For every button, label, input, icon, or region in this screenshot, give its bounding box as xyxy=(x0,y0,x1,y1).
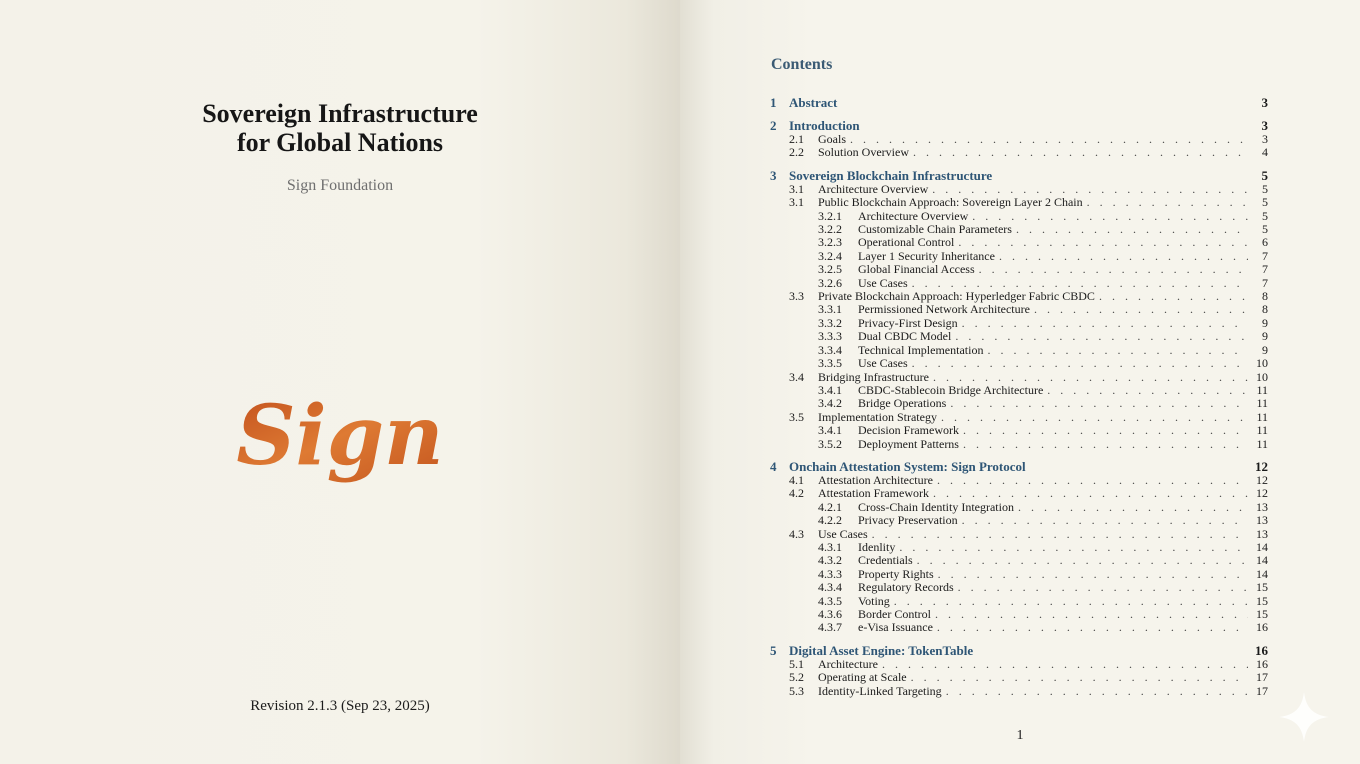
toc-entry-number: 4.3 xyxy=(789,526,804,541)
toc-entry-label: Implementation Strategy xyxy=(818,409,937,424)
page-number: 1 xyxy=(1016,728,1024,743)
toc-dot-leader xyxy=(950,397,1248,410)
toc-entry-label: Permissioned Network Architecture xyxy=(858,302,1030,317)
toc-entry[interactable] xyxy=(770,236,1268,249)
toc-entry-label: Public Blockchain Approach: Sovereign Layer 2 Chain xyxy=(818,195,1083,210)
toc-entry[interactable] xyxy=(770,514,1268,527)
toc-dot-leader xyxy=(912,277,1248,290)
toc-entry[interactable] xyxy=(770,581,1268,594)
toc-entry[interactable] xyxy=(770,541,1268,554)
toc-entry-page: 16 xyxy=(1255,642,1268,658)
toc-dot-leader xyxy=(963,424,1248,437)
toc-entry-label: Onchain Attestation System: Sign Protocol xyxy=(789,458,1026,474)
toc-entry-number: 3.2.6 xyxy=(818,275,842,290)
toc-entry-label: Layer 1 Security Inheritance xyxy=(858,248,995,263)
toc-entry-page: 10 xyxy=(1256,369,1268,384)
toc-dot-leader xyxy=(937,474,1248,487)
toc-entry[interactable] xyxy=(770,210,1268,223)
toc-dot-leader xyxy=(899,541,1248,554)
toc-entry-number: 3.2.2 xyxy=(818,222,842,237)
toc-entry-number: 3.4.2 xyxy=(818,396,842,411)
toc-entry-page: 13 xyxy=(1256,499,1268,514)
revision-label: Revision 2.1.3 (Sep 23, 2025) xyxy=(250,698,430,714)
toc-dot-leader xyxy=(932,183,1248,196)
toc-dot-leader xyxy=(935,608,1248,621)
toc-entry[interactable] xyxy=(770,183,1268,196)
contents-heading: Contents xyxy=(771,56,833,73)
toc-entry-number: 3.4.1 xyxy=(818,382,842,397)
toc-entry-number: 3.3 xyxy=(789,289,804,304)
toc-entry-page: 3 xyxy=(1262,132,1268,146)
toc-entry-number: 3.3.1 xyxy=(818,302,842,317)
toc-entry-page: 5 xyxy=(1262,208,1268,223)
toc-entry-page: 17 xyxy=(1256,670,1268,685)
toc-entry-label: Voting xyxy=(858,593,890,608)
toc-entry[interactable] xyxy=(770,608,1268,621)
toc-entry-number: 4.2.1 xyxy=(818,499,842,514)
toc-dot-leader xyxy=(872,528,1248,541)
toc-entry-label: Use Cases xyxy=(858,356,908,371)
toc-dot-leader xyxy=(963,438,1248,451)
toc-entry-label: Use Cases xyxy=(858,275,908,290)
toc-entry-page: 5 xyxy=(1262,181,1268,196)
toc-entry-page: 6 xyxy=(1262,235,1268,250)
toc-dot-leader xyxy=(941,411,1248,424)
toc-entry[interactable] xyxy=(770,169,1268,183)
toc-entry-number: 3.2.3 xyxy=(818,235,842,250)
toc-entry-label: Attestation Architecture xyxy=(818,472,933,487)
toc-entry-number: 4.3.3 xyxy=(818,566,842,581)
toc-entry-number: 3.4 xyxy=(789,369,804,384)
toc-entry[interactable] xyxy=(770,658,1268,671)
toc-entry-page: 9 xyxy=(1262,315,1268,330)
toc-entry-page: 15 xyxy=(1256,580,1268,595)
toc-entry[interactable] xyxy=(770,568,1268,581)
toc-entry-label: Regulatory Records xyxy=(858,580,954,595)
toc-entry-page: 5 xyxy=(1261,167,1268,183)
toc-dot-leader xyxy=(962,514,1248,527)
toc-entry-label: Architecture Overview xyxy=(858,208,969,223)
toc-entry-label: Operating at Scale xyxy=(818,670,907,685)
toc-entry-label: Decision Framework xyxy=(858,423,959,438)
toc-dot-leader xyxy=(911,671,1248,684)
toc-entry-number: 5 xyxy=(770,642,777,658)
toc-entry-number: 3.1 xyxy=(789,181,804,196)
toc-entry[interactable] xyxy=(770,528,1268,541)
toc-entry[interactable] xyxy=(770,133,1268,146)
toc-entry-label: Credentials xyxy=(858,553,913,568)
toc-entry-label: Dual CBDC Model xyxy=(858,329,952,344)
toc-entry-page: 14 xyxy=(1256,566,1268,581)
toc-entry-page: 11 xyxy=(1256,409,1268,424)
toc-entry[interactable] xyxy=(770,460,1268,474)
toc-entry[interactable] xyxy=(770,344,1268,357)
toc-entry-number: 4.2.2 xyxy=(818,513,842,528)
toc-entry-page: 7 xyxy=(1262,275,1268,290)
toc-entry-label: Global Financial Access xyxy=(858,262,975,277)
toc-entry-number: 4.3.4 xyxy=(818,580,842,595)
toc-entry-label: Technical Implementation xyxy=(858,342,984,357)
toc-entry[interactable] xyxy=(770,621,1268,634)
toc-entry-number: 3.3.4 xyxy=(818,342,842,357)
toc-entry[interactable] xyxy=(770,250,1268,263)
toc-dot-leader xyxy=(962,317,1248,330)
toc-dot-leader xyxy=(1016,223,1248,236)
toc-entry-label: Private Blockchain Approach: Hyperledger Fabric CBDC xyxy=(818,289,1095,304)
toc-dot-leader xyxy=(938,568,1248,581)
toc-entry-number: 3 xyxy=(770,167,777,183)
toc-entry-page: 17 xyxy=(1256,683,1268,698)
toc-entry-page: 11 xyxy=(1256,436,1268,451)
toc-entry-page: 10 xyxy=(1256,356,1268,371)
toc-entry-page: 9 xyxy=(1262,342,1268,357)
toc-entry-label: Digital Asset Engine: TokenTable xyxy=(789,642,974,658)
toc-entry[interactable] xyxy=(770,96,1268,110)
toc-entry-label: e-Visa Issuance xyxy=(858,620,933,635)
toc-entry-number: 3.2.5 xyxy=(818,262,842,277)
toc-entry[interactable] xyxy=(770,223,1268,236)
toc-entry-number: 3.2.4 xyxy=(818,248,842,263)
toc-entry-number: 4 xyxy=(770,458,777,474)
toc-entry-number: 5.3 xyxy=(789,683,804,698)
toc-dot-leader xyxy=(955,330,1248,343)
toc-entry-label: Deployment Patterns xyxy=(858,436,959,451)
toc-entry-label: Architecture xyxy=(818,656,878,671)
sparkle-icon xyxy=(1277,690,1331,744)
toc-entry-page: 3 xyxy=(1261,118,1268,133)
toc-entry-label: Idenlity xyxy=(858,539,896,554)
toc-entry[interactable] xyxy=(770,277,1268,290)
toc-entry-page: 12 xyxy=(1255,458,1268,474)
toc-entry[interactable] xyxy=(770,671,1268,684)
toc-entry[interactable] xyxy=(770,424,1268,437)
toc-entry-label: CBDC-Stablecoin Bridge Architecture xyxy=(858,382,1044,397)
logo-wordmark: Sign xyxy=(236,388,444,484)
toc-entry[interactable] xyxy=(770,119,1268,133)
toc-dot-leader xyxy=(850,133,1248,146)
toc-entry-page: 16 xyxy=(1256,620,1268,635)
toc-dot-leader xyxy=(1047,384,1248,397)
toc-dot-leader xyxy=(1018,501,1248,514)
toc-entry-label: Operational Control xyxy=(858,235,955,250)
toc-entry-page: 7 xyxy=(1262,262,1268,277)
toc-entry-label: Architecture Overview xyxy=(818,181,929,196)
toc-entry-label: Customizable Chain Parameters xyxy=(858,222,1012,237)
toc-dot-leader xyxy=(937,621,1248,634)
toc-entry-page: 7 xyxy=(1262,248,1268,263)
toc-entry[interactable] xyxy=(770,474,1268,487)
toc-entry-number: 4.3.6 xyxy=(818,607,842,621)
title-line-2: for Global Nations xyxy=(236,128,444,157)
toc-entry[interactable] xyxy=(770,411,1268,424)
toc-entry-number: 4.3.5 xyxy=(818,593,842,608)
toc-entry-number: 3.3.3 xyxy=(818,329,842,344)
toc-entry-page: 11 xyxy=(1256,382,1268,397)
toc-dot-leader xyxy=(1034,303,1248,316)
title-line-1: Sovereign Infrastructure xyxy=(202,99,478,128)
toc-entry[interactable] xyxy=(770,330,1268,343)
toc-entry-page: 4 xyxy=(1262,145,1268,160)
document-title xyxy=(0,99,680,157)
toc-entry[interactable] xyxy=(770,263,1268,276)
toc-entry-page: 12 xyxy=(1256,486,1268,501)
toc-dot-leader xyxy=(999,250,1248,263)
toc-entry-label: Introduction xyxy=(789,118,860,133)
toc-dot-leader xyxy=(933,371,1248,384)
toc-entry-label: Goals xyxy=(818,132,846,146)
toc-entry-page: 11 xyxy=(1256,396,1268,411)
toc-entry-page: 16 xyxy=(1256,656,1268,671)
toc-entry-number: 4.1 xyxy=(789,472,804,487)
toc-entry-page: 12 xyxy=(1256,472,1268,487)
toc-entry[interactable] xyxy=(770,303,1268,316)
toc-entry[interactable] xyxy=(770,371,1268,384)
toc-entry-page: 15 xyxy=(1256,607,1268,621)
toc-entry-number: 3.4.1 xyxy=(818,423,842,438)
toc-entry[interactable] xyxy=(770,595,1268,608)
toc-entry-page: 5 xyxy=(1262,222,1268,237)
toc-dot-leader xyxy=(1099,290,1248,303)
toc-entry-page: 13 xyxy=(1256,526,1268,541)
toc-entry-number: 4.3.2 xyxy=(818,553,842,568)
toc-dot-leader xyxy=(917,554,1248,567)
table-of-contents xyxy=(770,96,1268,698)
toc-entry[interactable] xyxy=(770,685,1268,698)
toc-entry-page: 8 xyxy=(1262,289,1268,304)
toc-dot-leader xyxy=(958,236,1248,249)
toc-dot-leader xyxy=(972,210,1248,223)
toc-entry[interactable] xyxy=(770,438,1268,451)
toc-entry-label: Bridge Operations xyxy=(858,396,947,411)
toc-entry-label: Privacy-First Design xyxy=(858,315,958,330)
toc-entry-page: 13 xyxy=(1256,513,1268,528)
toc-entry-label: Abstract xyxy=(789,95,838,110)
toc-entry-page: 14 xyxy=(1256,553,1268,568)
toc-entry-number: 5.1 xyxy=(789,656,804,671)
toc-entry-page: 15 xyxy=(1256,593,1268,608)
toc-entry-number: 4.3.7 xyxy=(818,620,842,635)
toc-entry-number: 3.1 xyxy=(789,195,804,210)
toc-dot-leader xyxy=(912,357,1248,370)
toc-entry-label: Privacy Preservation xyxy=(858,513,958,528)
toc-entry-label: Border Control xyxy=(858,607,931,621)
toc-entry-number: 3.5.2 xyxy=(818,436,842,451)
toc-entry[interactable] xyxy=(770,317,1268,330)
toc-entry[interactable] xyxy=(770,554,1268,567)
toc-entry-number: 3.3.2 xyxy=(818,315,842,330)
toc-entry-number: 2 xyxy=(770,118,777,133)
author: Sign Foundation xyxy=(286,177,394,194)
toc-entry[interactable] xyxy=(770,501,1268,514)
toc-entry-label: Use Cases xyxy=(818,526,868,541)
toc-dot-leader xyxy=(894,595,1248,608)
toc-entry[interactable] xyxy=(770,384,1268,397)
toc-entry-label: Cross-Chain Identity Integration xyxy=(858,499,1014,514)
toc-dot-leader xyxy=(946,685,1248,698)
toc-dot-leader xyxy=(958,581,1248,594)
toc-entry-number: 2.2 xyxy=(789,145,804,160)
toc-dot-leader xyxy=(987,344,1248,357)
toc-entry-number: 2.1 xyxy=(789,132,804,146)
toc-entry-page: 8 xyxy=(1262,302,1268,317)
toc-entry-number: 3.2.1 xyxy=(818,208,842,223)
toc-entry-number: 5.2 xyxy=(789,670,804,685)
toc-entry[interactable] xyxy=(770,487,1268,500)
toc-entry-label: Identity-Linked Targeting xyxy=(818,683,942,698)
toc-entry[interactable] xyxy=(770,357,1268,370)
toc-entry[interactable] xyxy=(770,290,1268,303)
toc-entry-number: 1 xyxy=(770,95,777,110)
toc-entry[interactable] xyxy=(770,146,1268,159)
toc-entry-label: Solution Overview xyxy=(818,145,909,160)
toc-entry-page: 11 xyxy=(1256,423,1268,438)
toc-entry-label: Bridging Infrastructure xyxy=(818,369,929,384)
toc-dot-leader xyxy=(979,263,1248,276)
toc-dot-leader xyxy=(913,146,1248,159)
toc-entry-number: 3.5 xyxy=(789,409,804,424)
toc-entry[interactable] xyxy=(770,644,1268,658)
sign-logo xyxy=(230,380,450,510)
toc-entry[interactable] xyxy=(770,397,1268,410)
toc-entry-label: Property Rights xyxy=(858,566,934,581)
toc-entry-number: 3.3.5 xyxy=(818,356,842,371)
toc-entry-page: 3 xyxy=(1261,95,1268,110)
toc-entry-label: Sovereign Blockchain Infrastructure xyxy=(789,167,993,183)
toc-entry[interactable] xyxy=(770,196,1268,209)
toc-entry-label: Attestation Framework xyxy=(818,486,929,501)
toc-entry-number: 4.3.1 xyxy=(818,539,842,554)
toc-entry-page: 5 xyxy=(1262,195,1268,210)
toc-dot-leader xyxy=(1087,196,1248,209)
toc-entry-number: 4.2 xyxy=(789,486,804,501)
toc-entry-page: 9 xyxy=(1262,329,1268,344)
toc-dot-leader xyxy=(933,487,1248,500)
toc-entry-page: 14 xyxy=(1256,539,1268,554)
toc-dot-leader xyxy=(882,658,1248,671)
